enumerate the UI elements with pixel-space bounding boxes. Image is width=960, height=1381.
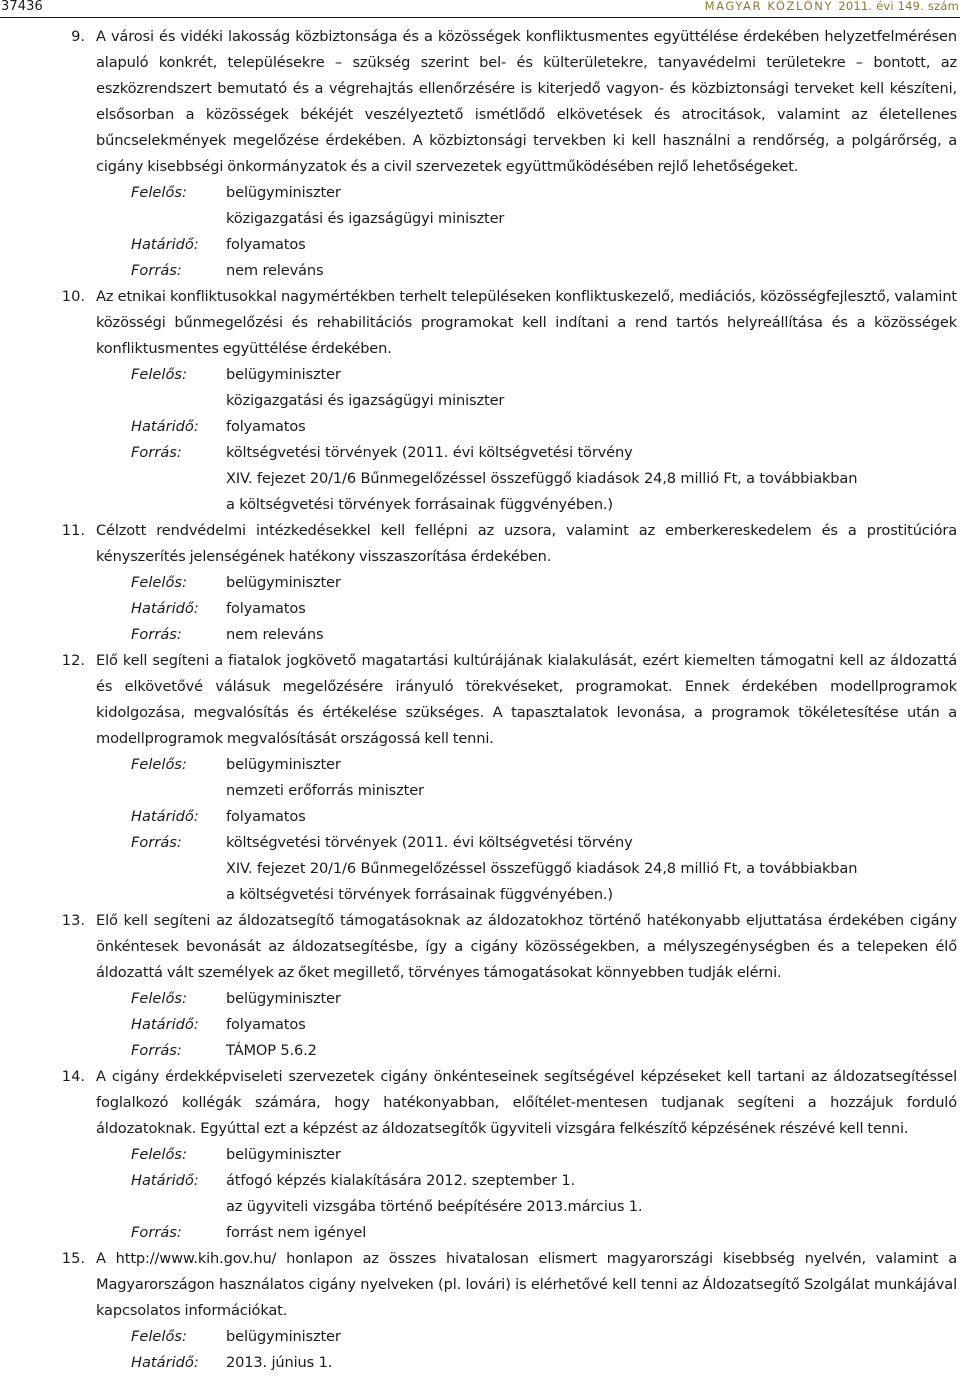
item-text: Az etnikai konfliktusokkal nagymértékben terhelt településeken konfliktuskezelő, mediációs, közösségfejlesztő, valamint közösségi bűnmegelőzési és rehabilitációs programokat kell indítani a rend tartós helyreállítása és a közösségek konfliktusmentes együttélése érdekében. <box>96 288 957 357</box>
meta-label: Forrás: <box>131 1224 182 1241</box>
meta-value: belügyminiszter <box>226 366 341 383</box>
meta-value: az ügyviteli vizsgába történő beépítésére 2013.március 1. <box>226 1198 643 1215</box>
responsibility-row <box>0 1194 960 1220</box>
meta-value: belügyminiszter <box>226 990 341 1007</box>
responsibility-row <box>0 1012 960 1038</box>
meta-label: Forrás: <box>131 1042 182 1059</box>
meta-label: Forrás: <box>131 444 182 461</box>
item-number: 15. <box>61 1250 85 1267</box>
meta-value: belügyminiszter <box>226 1328 341 1345</box>
responsibility-row <box>0 778 960 804</box>
responsibility-row <box>0 206 960 232</box>
journal-title <box>705 0 959 13</box>
numbered-item <box>0 648 960 908</box>
meta-label: Felelős: <box>131 574 187 591</box>
meta-label: Forrás: <box>131 834 182 851</box>
meta-label: Forrás: <box>131 262 182 279</box>
meta-value: belügyminiszter <box>226 756 341 773</box>
meta-label: Forrás: <box>131 626 182 643</box>
responsibility-row <box>0 180 960 206</box>
meta-value: nemzeti erőforrás miniszter <box>226 782 424 799</box>
meta-value: nem releváns <box>226 626 324 643</box>
meta-value: forrást nem igényel <box>226 1224 367 1241</box>
meta-label: Határidő: <box>131 236 199 253</box>
item-number: 14. <box>61 1068 85 1085</box>
meta-value: folyamatos <box>226 1016 306 1033</box>
meta-value: nem releváns <box>226 262 324 279</box>
responsibility-row <box>0 1142 960 1168</box>
meta-value: 2013. június 1. <box>226 1354 333 1371</box>
numbered-item <box>0 908 960 1064</box>
responsibility-row <box>0 596 960 622</box>
meta-label: Felelős: <box>131 756 187 773</box>
meta-value: folyamatos <box>226 600 306 617</box>
meta-value: a költségvetési törvények forrásainak függvényében.) <box>226 496 613 513</box>
numbered-item <box>0 284 960 518</box>
responsibility-row <box>0 1168 960 1194</box>
meta-label: Határidő: <box>131 1016 199 1033</box>
item-number: 9. <box>71 28 85 45</box>
issue-number: 2011. évi 149. szám <box>838 0 959 13</box>
meta-value: a költségvetési törvények forrásainak függvényében.) <box>226 886 613 903</box>
item-number: 11. <box>61 522 85 539</box>
meta-value: költségvetési törvények (2011. évi költségvetési törvény <box>226 444 633 461</box>
responsibility-row <box>0 570 960 596</box>
meta-value: költségvetési törvények (2011. évi költségvetési törvény <box>226 834 633 851</box>
meta-label: Határidő: <box>131 600 199 617</box>
meta-label: Határidő: <box>131 808 199 825</box>
meta-value: XIV. fejezet 20/1/6 Bűnmegelőzéssel összefüggő kiadások 24,8 millió Ft, a továbbiakban <box>226 860 858 877</box>
numbered-item <box>0 1246 960 1376</box>
responsibility-row <box>0 1324 960 1350</box>
responsibility-row <box>0 232 960 258</box>
item-number: 10. <box>61 288 85 305</box>
responsibility-row <box>0 388 960 414</box>
item-number: 13. <box>61 912 85 929</box>
meta-label: Felelős: <box>131 366 187 383</box>
meta-value: átfogó képzés kialakítására 2012. szeptember 1. <box>226 1172 575 1189</box>
item-text: A városi és vidéki lakosság közbiztonsága és a közösségek konfliktusmentes együttélése érdekében helyzetfelmérésen alapuló konkrét, településekre – szükség szerint bel- és külterületekre, tanyavédelmi területekre – bontott, az eszközrendszert bemutató és a végrehajtás ellenőrzésére is kiterjedő vagyon- és közbiztonsági terveket kell készíteni, elsősorban a közösségek békéjét veszélyeztető ismétlődő elkövetések és atrocitások, valamint az életellenes bűncselekmények megelőzése érdekében. A közbiztonsági tervekben ki kell használni a rendőrség, a polgárőrség, a cigány kisebbségi önkormányzatok és a civil szervezetek együttműködésében rejlő lehetőségeket. <box>96 28 957 175</box>
meta-value: belügyminiszter <box>226 574 341 591</box>
responsibility-row <box>0 804 960 830</box>
meta-label: Felelős: <box>131 1146 187 1163</box>
responsibility-row <box>0 492 960 518</box>
responsibility-row <box>0 986 960 1012</box>
meta-label: Határidő: <box>131 1354 199 1371</box>
item-text: Elő kell segíteni az áldozatsegítő támogatásoknak az áldozatokhoz történő hatékonyabb eljuttatása érdekében cigány önkéntesek bevonását az áldozatsegítésbe, így a cigány közösségekben, a mélyszegénységben és a telepeken élő áldozattá vált személyek az őket megillető, törvényes támogatásokat könnyebben tudják elérni. <box>96 912 957 981</box>
responsibility-row <box>0 622 960 648</box>
page-header <box>0 0 960 18</box>
numbered-item <box>0 518 960 648</box>
meta-value: közigazgatási és igazságügyi miniszter <box>226 392 505 409</box>
meta-label: Határidő: <box>131 1172 199 1189</box>
meta-value: belügyminiszter <box>226 184 341 201</box>
responsibility-row <box>0 1038 960 1064</box>
responsibility-row <box>0 1220 960 1246</box>
meta-value: folyamatos <box>226 418 306 435</box>
numbered-item <box>0 24 960 284</box>
meta-value: belügyminiszter <box>226 1146 341 1163</box>
responsibility-row <box>0 856 960 882</box>
meta-value: folyamatos <box>226 236 306 253</box>
numbered-item <box>0 1064 960 1246</box>
journal-name: MAGYAR KÖZLÖNY <box>704 0 834 13</box>
item-text: A http://www.kih.gov.hu/ honlapon az összes hivatalosan elismert magyarországi kisebbség nyelvén, valamint a Magyarországon használatos cigány nyelveken (pl. lovári) is elérhetővé kell tenni az Áldozatsegítő Szolgálat munkájával kapcsolatos információkat. <box>96 1250 957 1319</box>
page-number: 37436 <box>1 0 43 14</box>
document-body <box>0 24 960 1376</box>
meta-value: folyamatos <box>226 808 306 825</box>
meta-label: Határidő: <box>131 418 199 435</box>
responsibility-row <box>0 466 960 492</box>
meta-label: Felelős: <box>131 1328 187 1345</box>
responsibility-row <box>0 414 960 440</box>
item-text: A cigány érdekképviseleti szervezetek cigány önkénteseinek segítségével képzéseket kell tartani az áldozatsegítéssel foglalkozó kollégák számára, hogy hatékonyabban, előítélet-mentesen tudjanak segíteni a hozzájuk forduló áldozatoknak. Egyúttal ezt a képzést az áldozatsegítők ügyviteli vizsgára felkészítő képzésének részévé kell tenni. <box>96 1068 957 1137</box>
meta-value: közigazgatási és igazságügyi miniszter <box>226 210 505 227</box>
responsibility-row <box>0 882 960 908</box>
responsibility-row <box>0 1350 960 1376</box>
meta-value: TÁMOP 5.6.2 <box>226 1042 317 1059</box>
responsibility-row <box>0 362 960 388</box>
item-text: Célzott rendvédelmi intézkedésekkel kell fellépni az uzsora, valamint az emberkereskedelem és a prostitúcióra kényszerítés jelenségének hatékony visszaszorítása érdekében. <box>96 522 957 565</box>
meta-label: Felelős: <box>131 990 187 1007</box>
responsibility-row <box>0 258 960 284</box>
meta-value: XIV. fejezet 20/1/6 Bűnmegelőzéssel összefüggő kiadások 24,8 millió Ft, a továbbiakban <box>226 470 858 487</box>
meta-label: Felelős: <box>131 184 187 201</box>
responsibility-row <box>0 830 960 856</box>
item-text: Elő kell segíteni a fiatalok jogkövető magatartási kultúrájának kialakulását, ezért kiemelten támogatni kell az áldozattá és elkövetővé válásuk megelőzésére irányuló törekvéseket, programokat. Ennek érdekében modellprogramok kidolgozása, megvalósítás és értékelése szükséges. A tapasztalatok levonása, a programok tökéletesítése után a modellprogramok megvalósítását országossá kell tenni. <box>96 652 957 747</box>
responsibility-row <box>0 440 960 466</box>
item-number: 12. <box>61 652 85 669</box>
responsibility-row <box>0 752 960 778</box>
